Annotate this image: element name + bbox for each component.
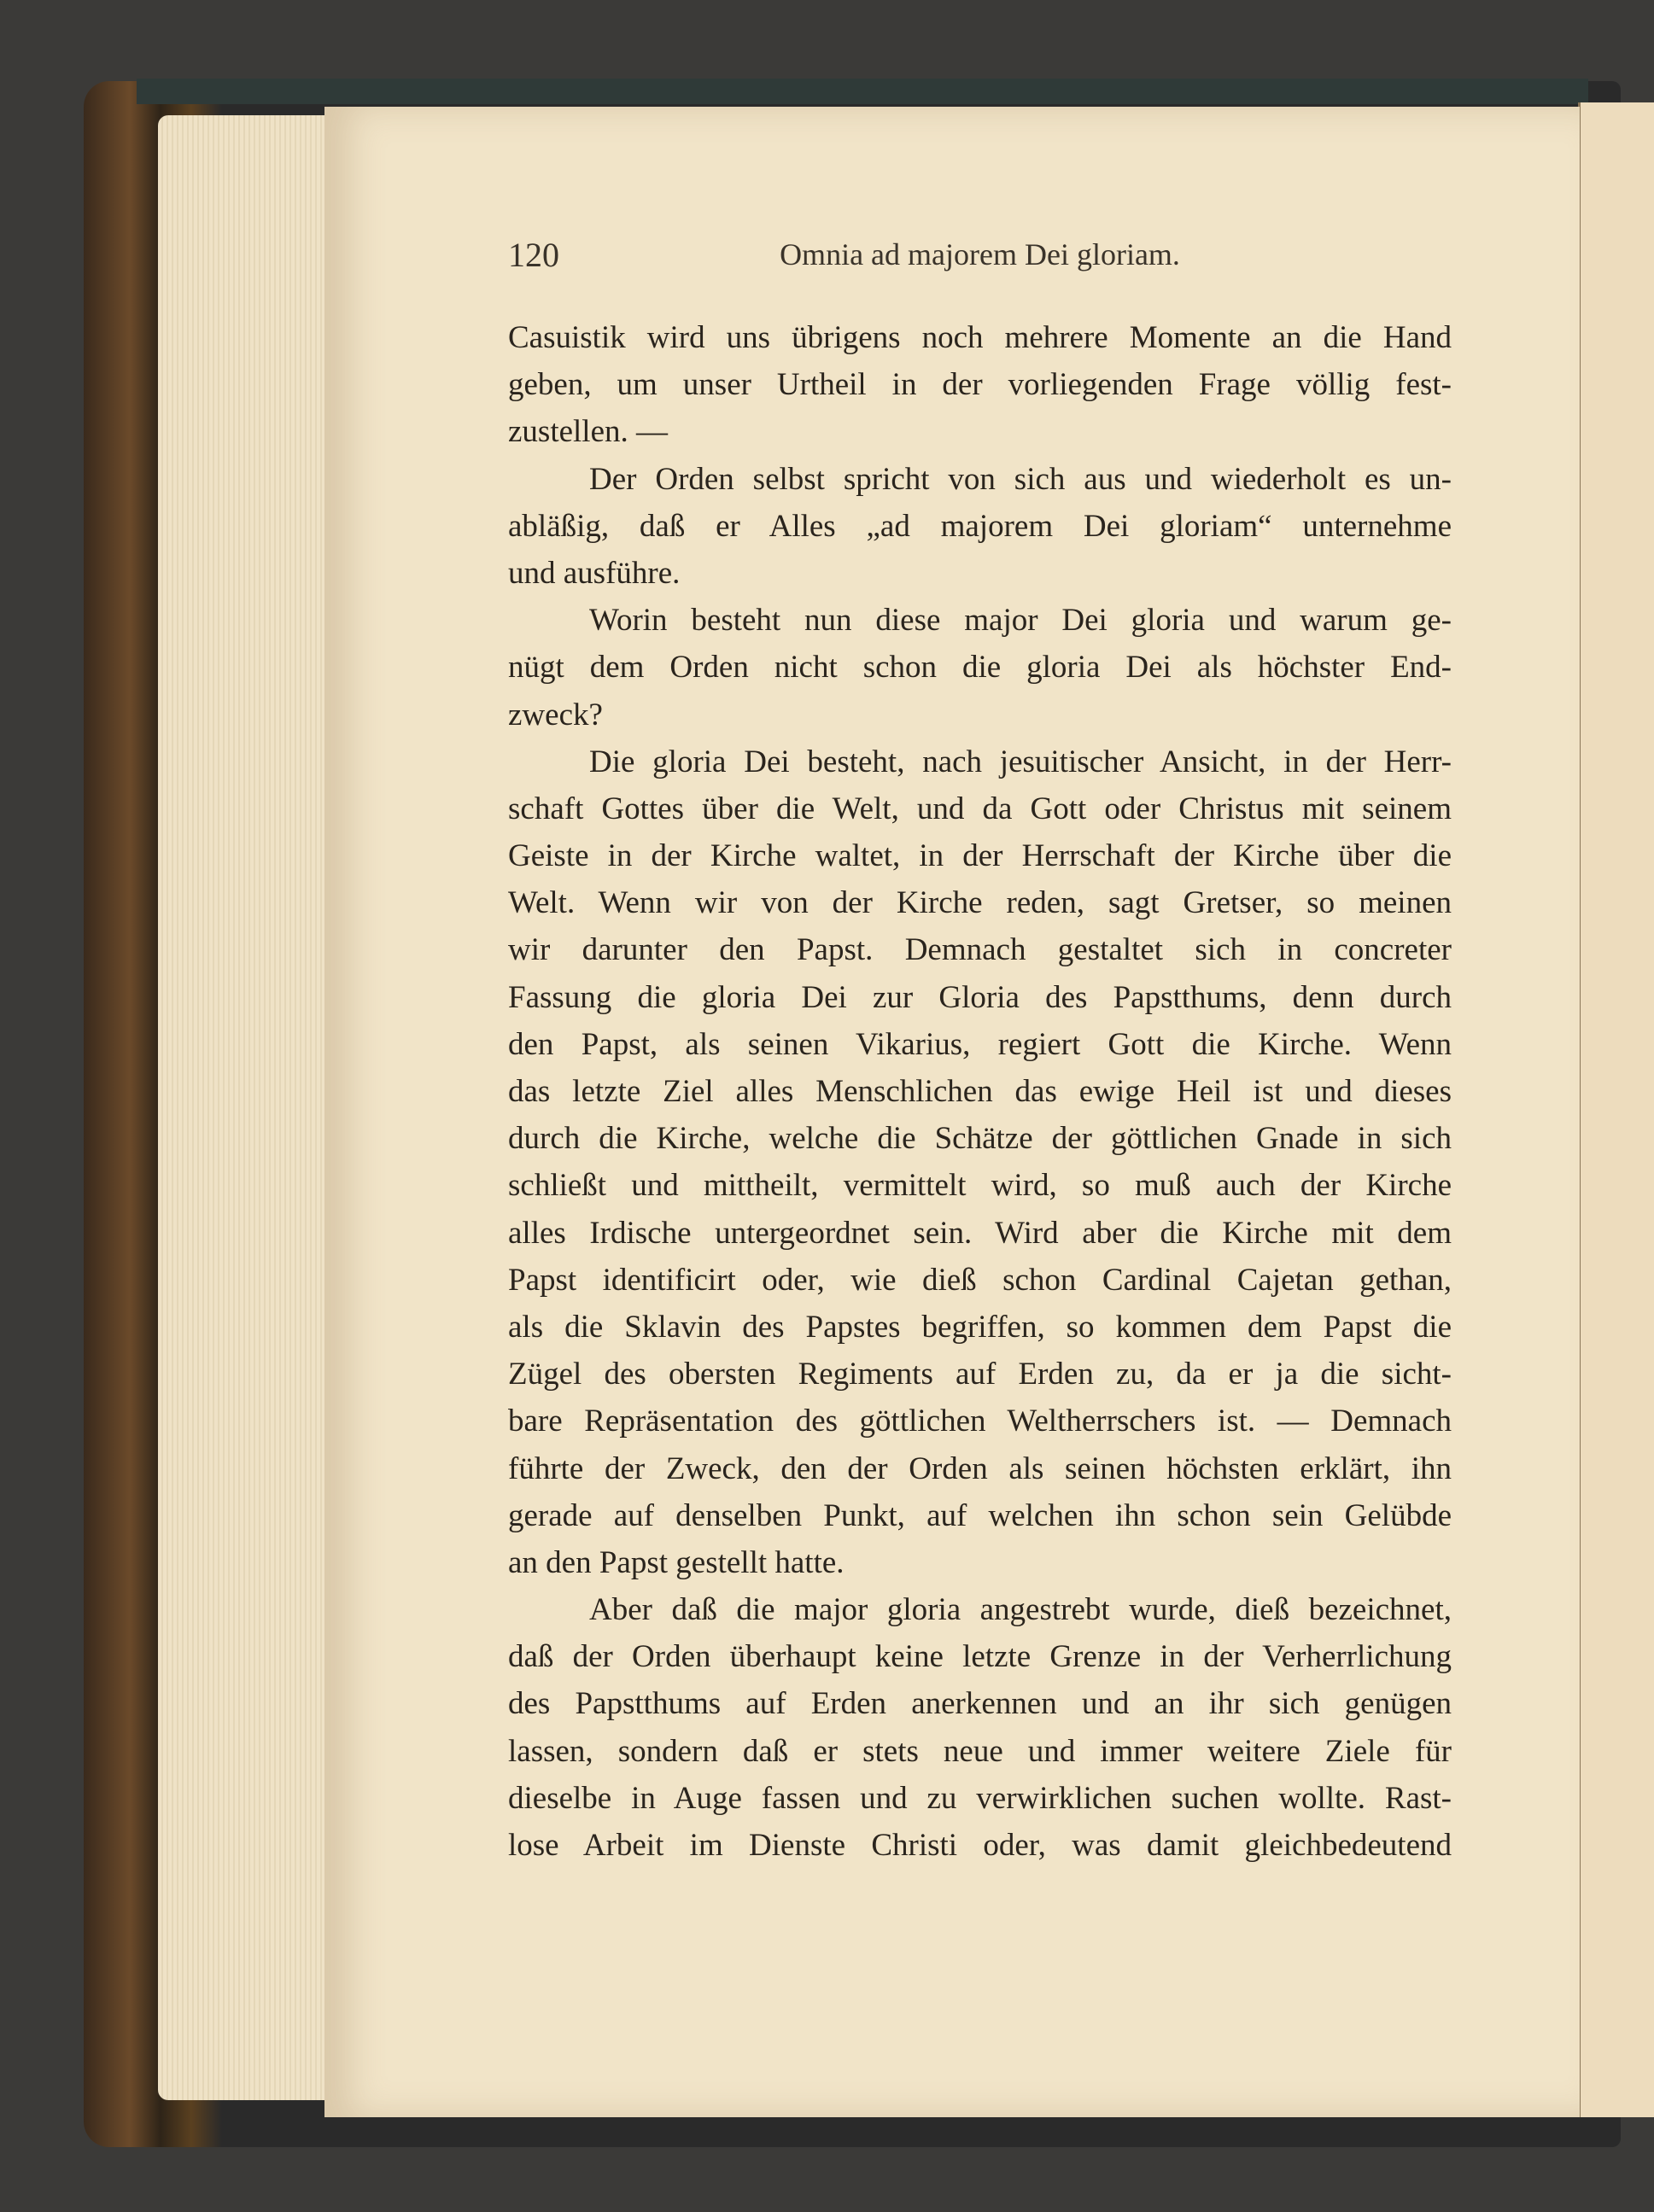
text-line: nügt dem Orden nicht schon die gloria Dei als höchster End- — [508, 650, 1452, 686]
text-line: als die Sklavin des Papstes begriffen, so kommen dem Papst die — [508, 1309, 1452, 1345]
text-line: Geiste in der Kirche waltet, in der Herrschaft der Kirche über die — [508, 838, 1452, 874]
text-line: den Papst, als seinen Vikarius, regiert Gott die Kirche. Wenn — [508, 1026, 1452, 1062]
text-line: Papst identificirt oder, wie dieß schon Cardinal Cajetan gethan, — [508, 1262, 1452, 1298]
text-line: Casuistik wird uns übrigens noch mehrere Momente an die Hand — [508, 320, 1452, 355]
facing-page-edge — [1578, 102, 1654, 2117]
text-line: schließt und mittheilt, vermittelt wird, so muß auch der Kirche — [508, 1168, 1452, 1204]
text-line: geben, um unser Urtheil in der vorliegenden Frage völlig fest- — [508, 367, 1452, 403]
text-line: Worin besteht nun diese major Dei gloria und warum ge- — [589, 603, 1452, 639]
text-line: führte der Zweck, den der Orden als seinen höchsten erklärt, ihn — [508, 1450, 1452, 1486]
page-body-text — [508, 314, 1452, 1869]
text-line: dieselbe in Auge fassen und zu verwirklichen suchen wollte. Rast- — [508, 1780, 1452, 1816]
text-line: lose Arbeit im Dienste Christi oder, was damit gleichbedeutend — [508, 1828, 1452, 1863]
text-line: zweck? — [508, 697, 603, 732]
text-line: des Papstthums auf Erden anerkennen und an ihr sich genügen — [508, 1686, 1452, 1722]
text-line: Die gloria Dei besteht, nach jesuitischer Ansicht, in der Herr- — [589, 744, 1452, 779]
text-line: Aber daß die major gloria angestrebt wurde, dieß bezeichnet, — [589, 1592, 1452, 1628]
text-line: zustellen. — — [508, 414, 669, 450]
text-line: Welt. Wenn wir von der Kirche reden, sagt Gretser, so meinen — [508, 885, 1452, 921]
text-line: abläßig, daß er Alles „ad majorem Dei gloriam“ unternehme — [508, 508, 1452, 544]
text-line: durch die Kirche, welche die Schätze der göttlichen Gnade in sich — [508, 1121, 1452, 1157]
text-line: Fassung die gloria Dei zur Gloria des Papstthums, denn durch — [508, 979, 1452, 1015]
text-line: alles Irdische untergeordnet sein. Wird aber die Kirche mit dem — [508, 1215, 1452, 1251]
text-line: an den Papst gestellt hatte. — [508, 1544, 845, 1580]
page-header — [508, 235, 1452, 277]
text-line: schaft Gottes über die Welt, und da Gott oder Christus mit seinem — [508, 791, 1452, 826]
book-cover-top-edge — [137, 79, 1588, 104]
running-title: Omnia ad majorem Dei gloriam. — [780, 237, 1180, 271]
text-line: Der Orden selbst spricht von sich aus und wiederholt es un- — [589, 461, 1452, 497]
text-line: lassen, sondern daß er stets neue und immer weitere Ziele für — [508, 1733, 1452, 1769]
page-edges — [158, 115, 329, 2100]
text-line: Zügel des obersten Regiments auf Erden zu, da er ja die sicht- — [508, 1357, 1452, 1392]
text-line: bare Repräsentation des göttlichen Weltherrschers ist. — Demnach — [508, 1404, 1452, 1439]
text-line: das letzte Ziel alles Menschlichen das ewige Heil ist und dieses — [508, 1074, 1452, 1109]
text-line: und ausführe. — [508, 555, 681, 591]
page-number: 120 — [508, 236, 559, 274]
text-line: wir darunter den Papst. Demnach gestaltet sich in concreter — [508, 932, 1452, 968]
text-line: gerade auf denselben Punkt, auf welchen ihn schon sein Gelübde — [508, 1497, 1452, 1533]
text-line: daß der Orden überhaupt keine letzte Grenze in der Verherrlichung — [508, 1639, 1452, 1675]
